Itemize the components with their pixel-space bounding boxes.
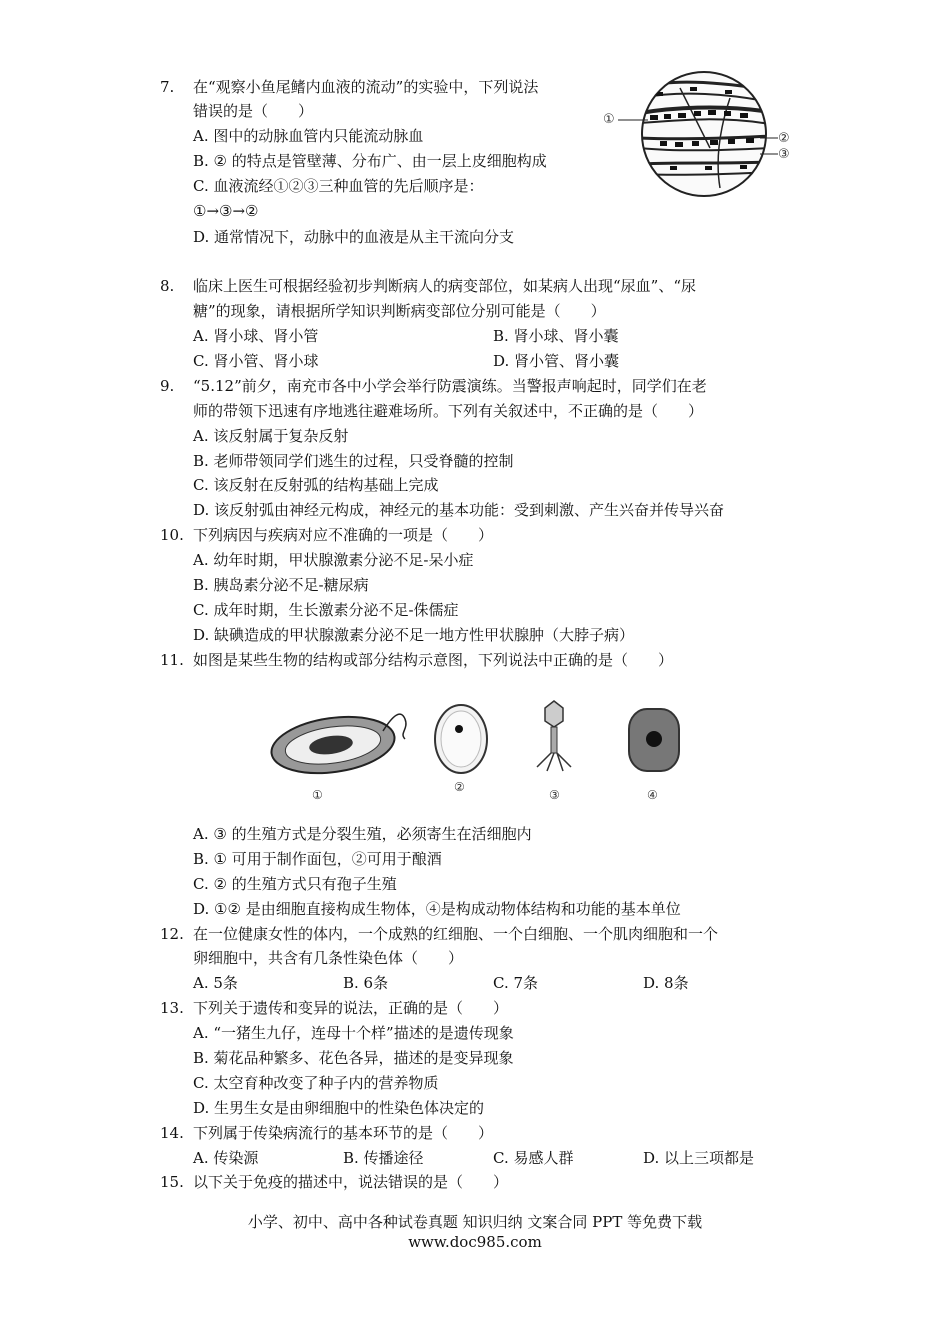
q13-number: 13.: [160, 999, 184, 1017]
virus-drawing: [537, 701, 571, 771]
q13-option-b: B. 菊花品种繁多、花色各异，描述的是变异现象: [193, 1049, 514, 1067]
q8-number: 8.: [160, 277, 175, 295]
q13-stem: 下列关于遗传和变异的说法，正确的是（ ）: [193, 999, 509, 1017]
q12-stem-line1: 在一位健康女性的体内，一个成熟的红细胞、一个白细胞、一个肌肉细胞和一个: [193, 925, 719, 943]
q12-option-d: D. 8条: [643, 974, 689, 992]
fig7-label-1: ①: [603, 112, 615, 127]
q7-option-c: C. 血液流经①②③三种血管的先后顺序是：: [193, 177, 484, 195]
q7-option-c-cont: ①→③→②: [193, 202, 259, 220]
q8-option-c: C. 肾小管、肾小球: [193, 352, 319, 370]
q12-option-c: C. 7条: [493, 974, 539, 992]
q14-stem: 下列属于传染病流行的基本环节的是（ ）: [193, 1124, 494, 1142]
q15-stem: 以下关于免疫的描述中，说法错误的是（ ）: [193, 1173, 509, 1191]
q10-number: 10.: [160, 526, 184, 544]
yeast-drawing: [435, 705, 487, 773]
q14-option-a: A. 传染源: [193, 1149, 259, 1167]
q10-option-d: D. 缺碘造成的甲状腺激素分泌不足一地方性甲状腺肿（大脖子病）: [193, 626, 635, 644]
q13-option-c: C. 太空育种改变了种子内的营养物质: [193, 1074, 439, 1092]
footer-url[interactable]: www.doc985.com: [408, 1233, 542, 1251]
q12-stem-line2: 卵细胞中，共含有几条性染色体（ ）: [193, 949, 464, 967]
q9-stem-line1: “5.12”前夕，南充市各中小学会举行防震演练。当警报声响起时，同学们在老: [193, 377, 707, 395]
q7-option-a: A. 图中的动脉血管内只能流动脉血: [193, 127, 424, 145]
q14-number: 14.: [160, 1124, 184, 1142]
fig11-label-1: ①: [312, 788, 323, 802]
q14-option-d: D. 以上三项都是: [643, 1149, 755, 1167]
fish-tail-vessel-figure: [600, 68, 800, 200]
q10-option-c: C. 成年时期，生长激素分泌不足-侏儒症: [193, 601, 459, 619]
q8-stem-line2: 糖”的现象，请根据所学知识判断病变部位分别可能是（ ）: [193, 302, 606, 320]
q8-option-b: B. 肾小球、肾小囊: [493, 327, 619, 345]
q9-option-b: B. 老师带领同学们逃生的过程，只受脊髓的控制: [193, 452, 514, 470]
fig11-label-4: ④: [647, 788, 658, 802]
q9-option-c: C. 该反射在反射弧的结构基础上完成: [193, 476, 439, 494]
q12-number: 12.: [160, 925, 184, 943]
q12-option-b: B. 6条: [343, 974, 389, 992]
fig11-label-3: ③: [549, 788, 560, 802]
q14-option-b: B. 传播途径: [343, 1149, 424, 1167]
fig11-label-2: ②: [454, 780, 465, 794]
animal-cell-drawing: [629, 709, 679, 771]
q13-option-d: D. 生男生女是由卵细胞中的性染色体决定的: [193, 1099, 485, 1117]
q10-stem: 下列病因与疾病对应不准确的一项是（ ）: [193, 526, 494, 544]
q9-stem-line2: 师的带领下迅速有序地逃往避难场所。下列有关叙述中，不正确的是（ ）: [193, 402, 704, 420]
q12-option-a: A. 5条: [193, 974, 238, 992]
q10-option-b: B. 胰岛素分泌不足-糖尿病: [193, 576, 369, 594]
q7-option-d: D. 通常情况下，动脉中的血液是从主干流向分支: [193, 228, 515, 246]
q9-option-d: D. 该反射弧由神经元构成，神经元的基本功能：受到刺激、产生兴奋并传导兴奋: [193, 501, 725, 519]
q8-stem-line1: 临床上医生可根据经验初步判断病人的病变部位，如某病人出现“尿血”、“尿: [193, 277, 697, 295]
q14-option-c: C. 易感人群: [493, 1149, 574, 1167]
organisms-figure: [265, 695, 705, 785]
q11-option-a: A. ③ 的生殖方式是分裂生殖，必须寄生在活细胞内: [193, 825, 532, 843]
q10-option-a: A. 幼年时期，甲状腺激素分泌不足-呆小症: [193, 551, 474, 569]
q11-option-c: C. ② 的生殖方式只有孢子生殖: [193, 875, 397, 893]
footer-promo: 小学、初中、高中各种试卷真题 知识归纳 文案合同 PPT 等免费下载: [247, 1213, 703, 1231]
q13-option-a: A. “一猪生九仔，连母十个样”描述的是遗传现象: [193, 1024, 514, 1042]
fig7-label-2: ②: [778, 131, 790, 146]
q7-stem-line1: 在“观察小鱼尾鳍内血液的流动”的实验中，下列说法: [193, 78, 539, 96]
fig7-label-3: ③: [778, 147, 790, 162]
bacterium-drawing: [268, 710, 406, 781]
q11-option-d: D. ①② 是由细胞直接构成生物体，④是构成动物体结构和功能的基本单位: [193, 900, 681, 918]
q9-number: 9.: [160, 377, 175, 395]
q9-option-a: A. 该反射属于复杂反射: [193, 427, 349, 445]
q11-number: 11.: [160, 651, 184, 669]
q8-option-d: D. 肾小管、肾小囊: [493, 352, 620, 370]
q15-number: 15.: [160, 1173, 184, 1191]
q8-option-a: A. 肾小球、肾小管: [193, 327, 319, 345]
q7-stem-line2: 错误的是（ ）: [193, 102, 314, 120]
q11-stem: 如图是某些生物的结构或部分结构示意图，下列说法中正确的是（ ）: [193, 651, 674, 669]
q7-number: 7.: [160, 78, 175, 96]
q7-option-b: B. ② 的特点是管壁薄、分布广、由一层上皮细胞构成: [193, 152, 547, 170]
q11-option-b: B. ① 可用于制作面包，②可用于酿酒: [193, 850, 442, 868]
